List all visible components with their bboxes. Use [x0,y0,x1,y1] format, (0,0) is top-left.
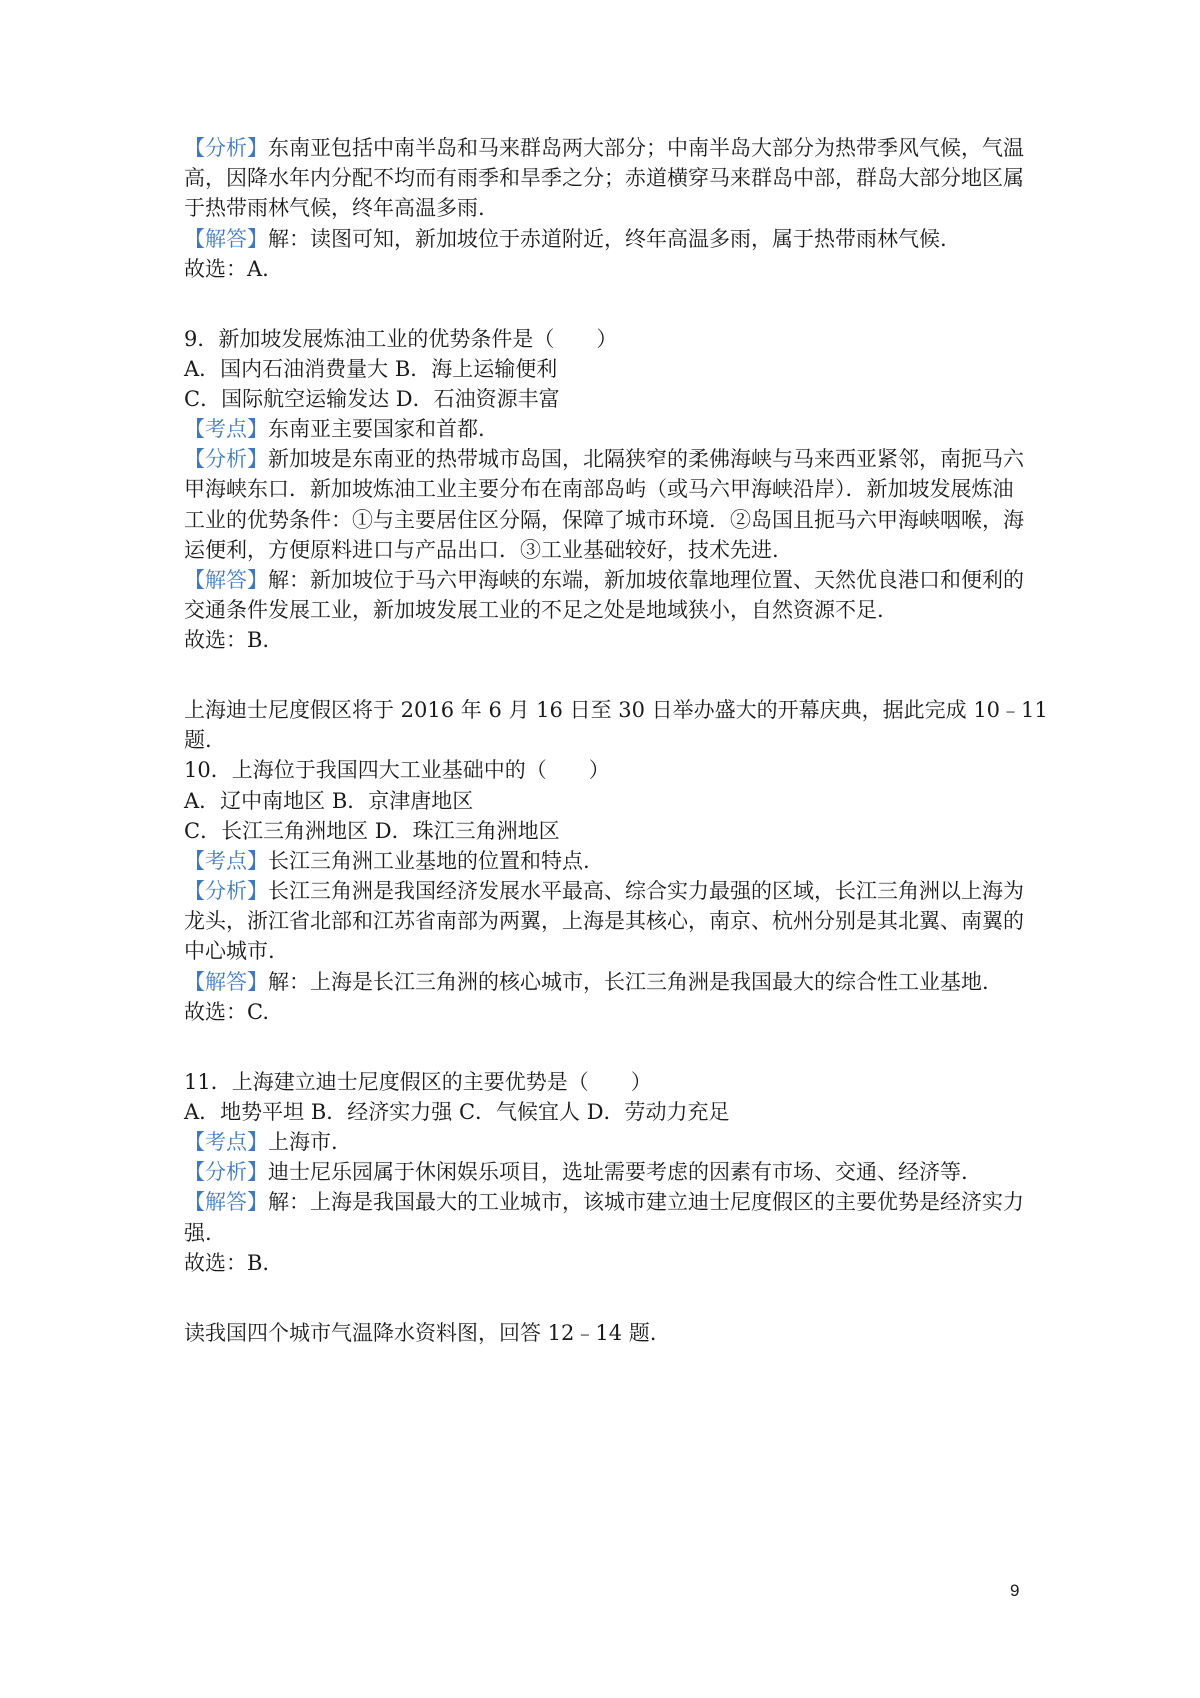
q8-fenxi-text-1: 东南亚包括中南半岛和马来群岛两大部分；中南半岛大部分为热带季风气候，气温 [268,136,1024,160]
fenxi-tag: 【分析】 [184,136,268,160]
q10-jieda-line [184,967,989,997]
fenxi-tag: 【分析】 [184,447,268,471]
q10-options-2: C．长江三角洲地区 D．珠江三角洲地区 [184,819,560,843]
q10-jieda-text: 解：上海是长江三角洲的核心城市，长江三角洲是我国最大的综合性工业基地. [268,970,989,994]
q9-options-2: C．国际航空运输发达 D．石油资源丰富 [184,387,560,411]
q9-fenxi-line-1 [184,444,1024,474]
q9-jieda-line-2: 交通条件发展工业，新加坡发展工业的不足之处是地域狭小，自然资源不足. [184,598,884,622]
intro-10-11-line-1: 上海迪士尼度假区将于 2016 年 6 月 16 日至 30 日举办盛大的开幕庆典，据此完成 10﹣11 [184,698,1048,722]
q9-stem: 9．新加坡发展炼油工业的优势条件是（ ） [184,327,618,351]
page-number: 9 [1010,1581,1020,1600]
q8-fenxi-line-2: 高，因降水年内分配不均而有雨季和旱季之分；赤道横穿马来群岛中部，群岛大部分地区属 [184,166,1024,190]
q11-kaodian-text: 上海市. [268,1130,338,1154]
q11-jieda-text-1: 解：上海是我国最大的工业城市，该城市建立迪士尼度假区的主要优势是经济实力 [268,1190,1024,1214]
q10-fenxi-line-2: 龙头，浙江省北部和江苏省南部为两翼，上海是其核心，南京、杭州分别是其北翼、南翼的 [184,909,1024,933]
fenxi-tag: 【分析】 [184,879,268,903]
q8-jieda-text: 解：读图可知，新加坡位于赤道附近，终年高温多雨，属于热带雨林气候. [268,227,947,251]
jieda-tag: 【解答】 [184,970,268,994]
jieda-tag: 【解答】 [184,1190,268,1214]
fenxi-tag: 【分析】 [184,1160,268,1184]
q9-fenxi-line-3: 工业的优势条件：①与主要居住区分隔，保障了城市环境．②岛国且扼马六甲海峡咽喉，海 [184,508,1024,532]
kaodian-tag: 【考点】 [184,849,268,873]
q10-stem: 10．上海位于我国四大工业基础中的（ ） [184,758,610,782]
q8-answer: 故选：A. [184,257,269,281]
kaodian-tag: 【考点】 [184,1130,268,1154]
q9-jieda-text-1: 解：新加坡位于马六甲海峡的东端，新加坡依靠地理位置、天然优良港口和便利的 [268,568,1024,592]
q10-options-1: A．辽中南地区 B．京津唐地区 [184,789,474,813]
q11-jieda-line-2: 强. [184,1221,212,1245]
q9-fenxi-line-2: 甲海峡东口．新加坡炼油工业主要分布在南部岛屿（或马六甲海峡沿岸）．新加坡发展炼油 [184,477,1014,501]
q9-jieda-line-1 [184,565,1024,595]
jieda-tag: 【解答】 [184,568,268,592]
q8-fenxi-line-3: 于热带雨林气候，终年高温多雨. [184,196,485,220]
q9-answer: 故选：B. [184,628,270,652]
q11-answer: 故选：B. [184,1251,270,1275]
q11-jieda-line-1 [184,1187,1024,1217]
intro-12-14: 读我国四个城市气温降水资料图，回答 12﹣14 题. [184,1321,657,1345]
jieda-tag: 【解答】 [184,227,268,251]
q8-fenxi-line-1 [184,133,1024,163]
q9-kaodian-text: 东南亚主要国家和首都. [268,417,485,441]
q9-kaodian-line [184,414,485,444]
q10-fenxi-text-1: 长江三角洲是我国经济发展水平最高、综合实力最强的区域，长江三角洲以上海为 [268,879,1024,903]
q10-kaodian-text: 长江三角洲工业基地的位置和特点. [268,849,590,873]
q11-stem: 11．上海建立迪士尼度假区的主要优势是（ ） [184,1070,652,1094]
q11-options-1: A．地势平坦 B．经济实力强 C．气候宜人 D．劳动力充足 [184,1100,730,1124]
kaodian-tag: 【考点】 [184,417,268,441]
q9-fenxi-text-1: 新加坡是东南亚的热带城市岛国，北隔狭窄的柔佛海峡与马来西亚紧邻，南扼马六 [268,447,1024,471]
q9-options-1: A．国内石油消费量大 B．海上运输便利 [184,357,558,381]
q10-kaodian-line [184,846,590,876]
q9-fenxi-line-4: 运便利，方便原料进口与产品出口．③工业基础较好，技术先进. [184,538,779,562]
q11-fenxi-text: 迪士尼乐园属于休闲娱乐项目，选址需要考虑的因素有市场、交通、经济等. [268,1160,968,1184]
q10-answer: 故选：C. [184,1000,269,1024]
q11-kaodian-line [184,1127,338,1157]
intro-10-11-line-2: 题. [184,728,212,752]
q10-fenxi-line-1 [184,876,1024,906]
q10-fenxi-line-3: 中心城市. [184,939,275,963]
q11-fenxi-line [184,1157,968,1187]
q8-jieda-line [184,224,947,254]
